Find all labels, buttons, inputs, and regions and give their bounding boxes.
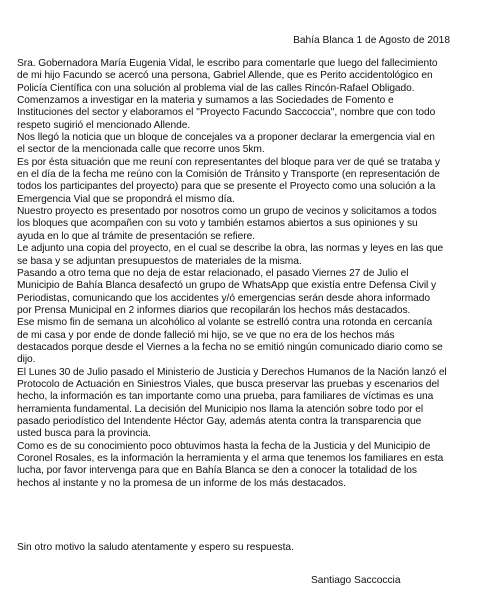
body-line: Nuestro proyecto es presentado por nosotros como un grupo de vecinos y solicitamos a todos xyxy=(17,206,437,218)
body-line: en el día de la fecha me reúno con la Comisión de Tránsito y Transporte (en representación de xyxy=(17,169,440,181)
body-line: se basa y se adjuntan presupuestos de materiales de la misma. xyxy=(17,255,302,267)
body-line: Como es de su conocimiento poco obtuvimos hasta la fecha de la Justicia y del Municipio de xyxy=(17,440,431,452)
body-line: Nos llegó la noticia que un bloque de concejales va a proponer declarar la emergencia vial en xyxy=(17,132,435,144)
body-line: El Lunes 30 de Julio pasado el Ministerio de Justicia y Derechos Humanos de la Nación lanzó el xyxy=(17,366,447,378)
letter-date: Bahía Blanca 1 de Agosto de 2018 xyxy=(293,35,450,46)
letter-signature: Santiago Saccoccia xyxy=(311,575,401,586)
body-line: hecho, la información es tan importante como una prueba, para familiares de víctimas es una xyxy=(17,391,434,403)
letter-closing: Sin otro motivo la saludo atentamente y espero su respuesta. xyxy=(17,542,294,553)
body-line: Le adjunto una copia del proyecto, en el cual se describe la obra, las normas y leyes en las que xyxy=(17,243,444,255)
body-line: lucha, por favor intervenga para que en Bahía Blanca se den a conocer la totalidad de los xyxy=(17,465,417,477)
body-line: Protocolo de Actuación en Siniestros Viales, que busca preservar las pruebas y escenarios del xyxy=(17,378,440,390)
letter-body xyxy=(17,58,447,490)
body-line: pasado periodístico del Intendente Héctor Gay, además atenta contra la transparencia que xyxy=(17,415,422,427)
body-line: el sector de la mencionada calle que recorre unos 5km. xyxy=(17,144,265,156)
body-line: dijo. xyxy=(17,354,36,366)
body-line: herramienta fundamental. La decisión del Municipio nos llama la atención sobre todo por el xyxy=(17,403,424,415)
body-line: respeto sugirió el mencionado Allende. xyxy=(17,119,191,131)
body-line: Periodistas, comunicando que los accidentes y/ó emergencias serán desde ahora informado xyxy=(17,292,431,304)
body-line: de mi casa y por ende de donde falleció mi hijo, se ve que no era de los hechos más xyxy=(17,329,395,341)
body-line: Emergencia Vial que se propondrá el mismo día. xyxy=(17,193,235,205)
body-line: Policía Científica con una solución al problema vial de las calles Rincón-Rafael Obligado. xyxy=(17,82,415,94)
body-line: ayuda en lo que al trámite de presentación se refiere. xyxy=(17,230,255,242)
body-line: los bloques que acompañen con su voto y también estamos abiertos a sus opiniones y su xyxy=(17,218,418,230)
body-line: Es por ésta situación que me reuní con representantes del bloque para ver de qué se trataba y xyxy=(17,156,440,168)
body-line: Coronel Rosales, es la información la herramienta y el arma que tenemos los familiares en esta xyxy=(17,453,444,464)
body-line: de mi hijo Facundo se acercó una persona, Gabriel Allende, que es Perito accidentológico en xyxy=(17,70,433,82)
body-line: hechos al instante y no la promesa de un informe de los más destacados. xyxy=(17,477,346,489)
body-line: usted busca para la provincia. xyxy=(17,428,151,440)
body-line: destacados porque desde el Viernes a la fecha no se emitió ningún comunicado diario como se xyxy=(17,341,443,353)
body-line: todos los participantes del proyecto) para que se presente el Proyecto como una solución a la xyxy=(17,181,436,193)
body-line: Municipio de Bahía Blanca desafectó un grupo de WhatsApp que existía entre Defensa Civil y xyxy=(17,280,437,292)
body-line: por Prensa Municipal en 2 informes diarios que recopilarán los hechos más destacados. xyxy=(17,304,411,316)
body-line: Pasando a otro tema que no deja de estar relacionado, el pasado Viernes 27 de Julio el xyxy=(17,267,409,279)
body-line: Sra. Gobernadora María Eugenia Vidal, le escribo para comentarle que luego del fallecimiento xyxy=(17,58,438,69)
body-line: Ese mismo fin de semana un alcohólico al volante se estrelló contra una rotonda en cercanía xyxy=(17,317,433,329)
body-line: Instituciones del sector y elaboramos el ''Proyecto Facundo Saccoccia'', nombre que con todo xyxy=(17,107,436,119)
body-line: Comenzamos a investigar en la materia y sumamos a las Sociedades de Fomento e xyxy=(17,95,394,107)
